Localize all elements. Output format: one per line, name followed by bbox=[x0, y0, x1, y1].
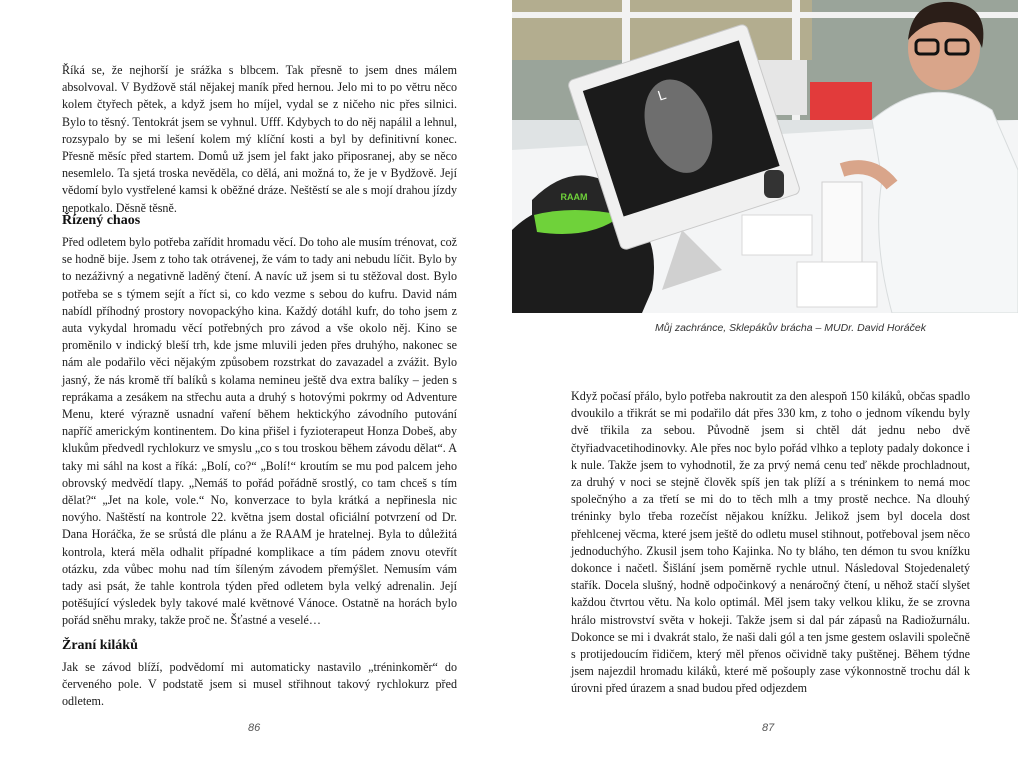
red-basket bbox=[810, 82, 872, 120]
intro-text: Říká se, že nejhorší je srážka s blbcem. Tak přesně to jsem dnes málem absolvoval. V Bydžově stál nějakej maník před hernou. Jelo mi to po větru něco kolem čtyřech pětek, a když jsem ho míjel, vydal se z ničeho nic přes silnici. Bylo to těsný. Tentokrát jsem se vyhnul. Ufff. Kdybych to do něj napálil a lehnul, rozsypalo by se mi lešení kolem mý klíční kosti a byl by definitivní konec. Přesně měsíc před startem. Domů už jsem jel fakt jako připosranej, aby se něco nesemlelo. Ta sjetá troska nevěděla, co dělá, ani možná to, že je v Bydžově. Její vědomí bylo vystřelené kamsi k oběžné dráze. Neštěstí se ale s mojí drahou jízdy nepotkalo. Děsně těsně. bbox=[62, 63, 457, 215]
photo-caption: Můj zachránce, Sklepákův brácha – MUDr. David Horáček bbox=[655, 322, 926, 334]
photo-illustration bbox=[512, 0, 1018, 313]
training-text: Když počasí přálo, bylo potřeba nakroutit za den alespoň 150 kiláků, občas spadlo dvoukilo a třikrát se mi podařilo dát přes 330 km, z toho o jednom víkendu byly dvě třikila za sebou. Původně jsem si chtěl dát jednu nebo dvě čtyřiadvacetihodinovky. Ale přes noc bylo pořád vlhko a teploty padaly dokonce i k nule. Takže jsem to vyhodnotil, že za prvý nemá cenu teď někde prochladnout, za druhý v noci se stejně člověk spíš jen tak plíží a s tréninkem to nemá moc společnýho a za třetí se mi do to těch mlh a tmy prostě nechce. Na dlouhý tréninky bylo třeba rozečíst nějakou knížku. Jelikož jsem byl docela dost přehlcenej věcma, které jsem ještě do odletu musel stihnout, potřeboval jsem něco jednoduchýho. Zkusil jsem toho Kajinka. No ty bláho, ten démon tu svou knížku dokonce i načetl. Šišlání jsem poměrně rychle utnul. Následoval Stojedenaletý stařík. Docela slušný, hodně odpočinkový a nenáročný čtení, u něhož stačí slyšet každou čtvrtou větu. Na kolo optimál. Měl jsem taky velkou kliku, že se zrovna hrálo mistrovství světa v hokeji. Takže jsem si dal pár zápasů na Radiožurnálu. Dokonce se mi i dvakrát stalo, že naši dali gól a ten jsme gestem oslavili společně s protijedoucím řidičem, který měl přenos očividně taky puštěnej. Během týdne jsem najezdil hromadu kiláků, které mě pošouply zase výkonnostně trochu dál k úrovni před úrazem a snad budou před odjezdem bbox=[571, 389, 970, 696]
intro-paragraph bbox=[62, 62, 457, 217]
kilaku-paragraph bbox=[62, 659, 457, 711]
right-page bbox=[512, 0, 1024, 768]
training-paragraph bbox=[571, 388, 970, 698]
heading-rizeny-chaos: Řízený chaos bbox=[62, 213, 141, 228]
page-number-left: 86 bbox=[248, 722, 261, 734]
keyboard bbox=[822, 182, 862, 267]
chaos-paragraph bbox=[62, 234, 457, 630]
doctor-photo bbox=[512, 0, 1018, 313]
heading-zrani-kilaku: Žraní kiláků bbox=[62, 638, 138, 653]
doctor-coat bbox=[872, 92, 1018, 313]
mouse bbox=[764, 170, 784, 198]
paper bbox=[742, 215, 812, 255]
kilaku-text: Jak se závod blíží, podvědomí mi automaticky nastavilo „tréninkoměr“ do červeného pole. V podstatě jsem si musel střihnout takový rychlokurz před odletem. bbox=[62, 660, 457, 709]
cap-logo: RAAM bbox=[560, 192, 588, 202]
paper bbox=[797, 262, 877, 307]
chaos-text: Před odletem bylo potřeba zařídit hromadu věcí. Do toho ale musím trénovat, což se hodně bije. Jsem z toho tak otrávenej, že vám to tady ani nebudu líčit. Bylo by to nezáživný a negativně laděný čtení. A navíc už jsem si tu stěžoval dost. Bylo potřeba se s týmem sejít a říct si, co kdo vezme s sebou do kufru. David nám nabídl příhodný prostory novopackýho kina. Každý dotáhl kufr, do toho jsem z auta vykydal hromadu věcí potřebných pro závod a vše okolo něj. Kino se proměnilo v indický bleší trh, kde jsme mluvili jeden přes druhýho, nakonec se nám ale podařilo věci nějakým způsobem rozstrkat do zavazadel a zvážit. Bylo jasný, že nás kromě tří balíků s kolama nemineu ještě dva extra balíky – jeden s reprákama a zesákem na střechu auta a druhý s hotovými pokrmy od Adventure Menu, které výrazně usnadní vaření během hektickýho závodního putování napříč americkým kontinentem. Do kina přišel i fyzioterapeut Honza Dobeš, aby klukům předvedl rychlokurz ve smyslu „co s tou troskou během závodu dělat“. A taky mi sáhl na kost a říká: „Bolí, co?“ „Bolí!“ kroutím se mu pod palcem jeho obrovský medvědí tlapy. „Nemáš to pořád pořádně srostlý, co tam chceš s tím dělat?“ „Jet na kole, vole.“ No, konverzace to byla krátká a nepřinesla nic novýho. Naštěstí na kontrole 22. května jsem dostal oficiální potvrzení od Dr. Dana Horáčka, že se srůstá dle plánu a že RAAM je hratelnej. Byla to důležitá kontrola, která měla odhalit případné komplikace a tím pádem znovu otevřít otázku, zda vůbec mohu nad tím šíleným závodem přemýšlet. Nemusím vám tady asi psát, že tahle kontrola týden před odletem byla velký adrenalin. Její potěšující výsledek byly takové malé květnové Vánoce. Ostatně na horách bylo pořád sněhu mraky, takže proč ne. Šťastné a veselé… bbox=[62, 235, 457, 628]
monitor-label: L bbox=[655, 85, 668, 104]
page-number-right: 87 bbox=[762, 722, 775, 734]
